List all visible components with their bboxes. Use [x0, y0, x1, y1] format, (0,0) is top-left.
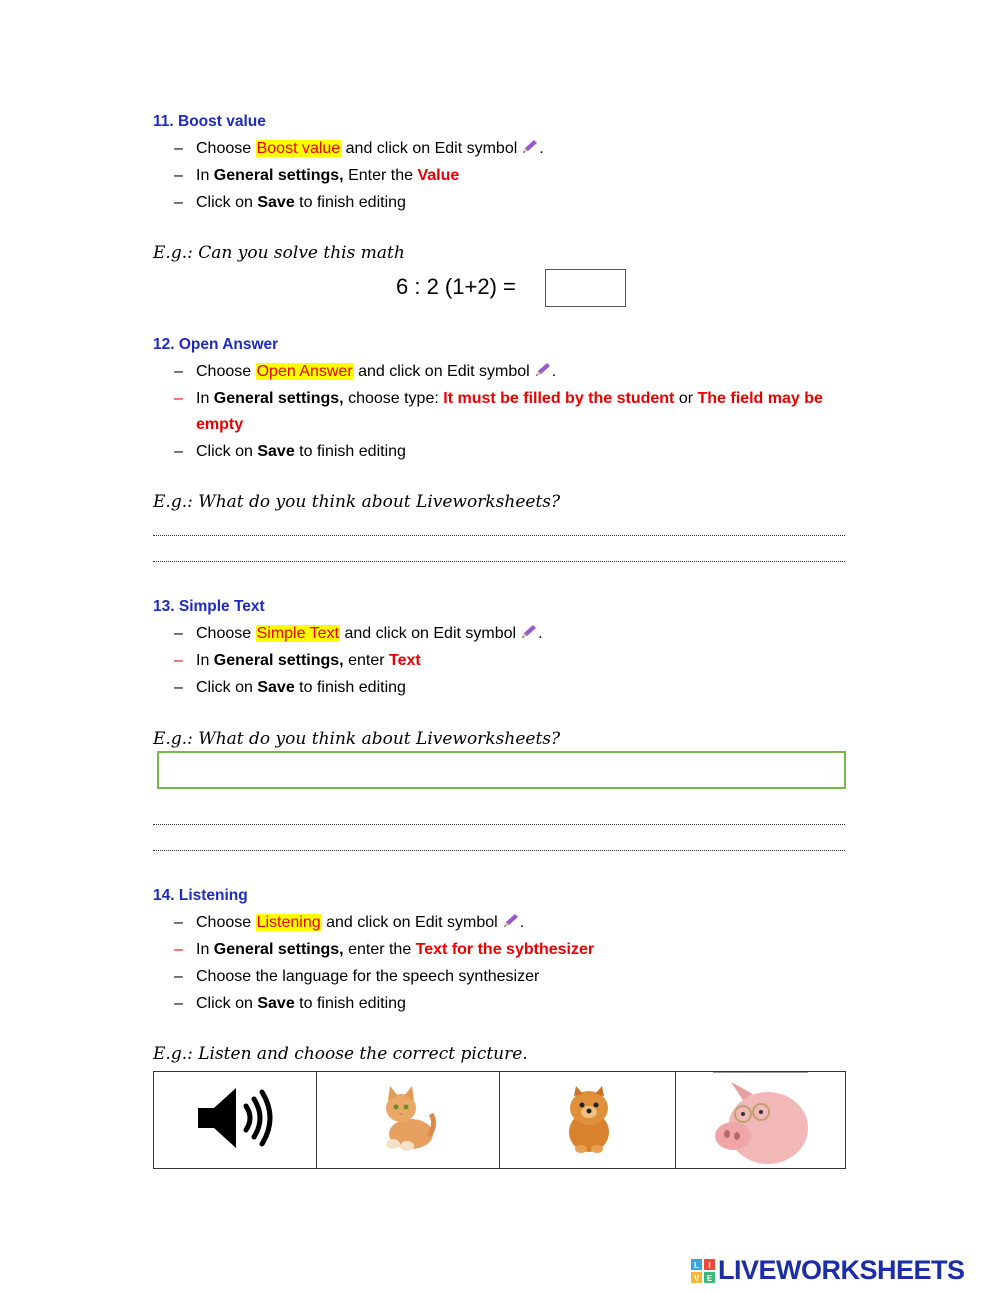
- answer-line[interactable]: [153, 560, 845, 562]
- pencil-edit-icon: [502, 913, 520, 935]
- highlight-boost-value: Boost value: [256, 140, 341, 157]
- pencil-edit-icon: [520, 624, 538, 646]
- svg-text:V: V: [693, 1274, 700, 1283]
- s11-example-text: E.g.: Can you solve this math: [153, 243, 405, 263]
- pig-cell[interactable]: [675, 1071, 846, 1169]
- pencil-edit-icon: [521, 139, 539, 161]
- pig-image[interactable]: [713, 1072, 808, 1166]
- section-11-title: 11. Boost value: [153, 113, 266, 130]
- highlight-open-answer: Open Answer: [256, 363, 353, 380]
- svg-text:I: I: [708, 1261, 711, 1270]
- svg-text:L: L: [694, 1261, 699, 1270]
- speaker-icon[interactable]: [196, 1086, 276, 1150]
- answer-line[interactable]: [153, 534, 845, 536]
- dog-cell[interactable]: [499, 1071, 676, 1169]
- highlight-simple-text: Simple Text: [256, 625, 339, 642]
- liveworksheets-logo: [691, 1257, 991, 1285]
- logo-blocks-icon: [691, 1259, 715, 1283]
- cat-cell[interactable]: [316, 1071, 500, 1169]
- pencil-edit-icon: [534, 362, 552, 384]
- math-expression: 6 : 2 (1+2) =: [396, 274, 516, 299]
- s13-example-text: E.g.: What do you think about Liveworksheets?: [153, 729, 561, 749]
- dog-image[interactable]: [564, 1086, 614, 1154]
- cat-image[interactable]: [379, 1084, 437, 1152]
- highlight-listening: Listening: [256, 914, 321, 931]
- speaker-cell[interactable]: [153, 1071, 317, 1169]
- s12-example-text: E.g.: What do you think about Liveworksheets?: [153, 492, 561, 512]
- s14-example-text: E.g.: Listen and choose the correct picture.: [153, 1044, 528, 1064]
- section-14-title: 14. Listening: [153, 887, 248, 904]
- logo-text: LIVEWORKSHEETS: [718, 1255, 965, 1285]
- section-13-title: 13. Simple Text: [153, 598, 265, 615]
- svg-text:E: E: [706, 1274, 713, 1283]
- answer-line: [153, 849, 845, 851]
- simple-text-input-box[interactable]: [157, 751, 846, 789]
- answer-line: [153, 823, 845, 825]
- math-answer-box[interactable]: [545, 269, 626, 307]
- section-12-title: 12. Open Answer: [153, 336, 279, 353]
